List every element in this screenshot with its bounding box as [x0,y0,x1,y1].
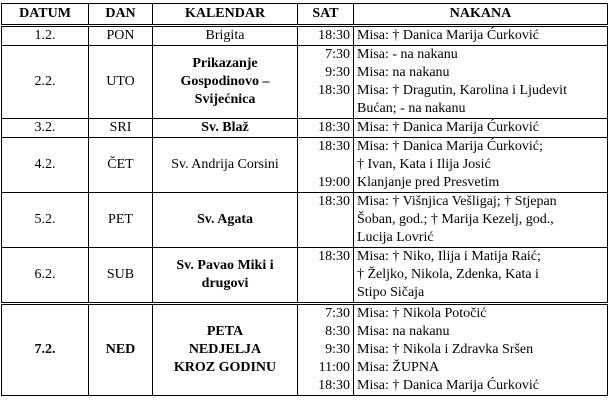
sat-line: 18:30 [318,83,350,98]
table-row [2,119,608,138]
cell-sat [298,46,354,119]
cell-kalendar [153,248,298,304]
sat-line: 7:30 [325,47,350,62]
header-row [2,4,608,26]
nakana-line: Lucija Lovrić [357,230,434,245]
nakana-line: Misa: † Niko, Ilija i Matija Raić; [357,249,541,264]
cell-datum: 7.2. [2,304,89,396]
nakana-line: Misa: † Višnjica Vešligaj; † Stjepan [357,194,557,209]
kalendar-line: NEDJELJA [188,342,262,357]
cell-datum: 5.2. [2,193,89,248]
cell-datum: 6.2. [2,248,89,304]
nakana-line: † Ivan, Kata i Ilija Josić [357,157,491,172]
kalendar-line: drugovi [201,276,249,291]
cell-datum: 2.2. [2,46,89,119]
cell-sat [298,26,354,46]
cell-sat [298,119,354,138]
cell-nakana [354,304,608,396]
header-dan: DAN [89,4,153,26]
nakana-line: Misa: na nakanu [357,324,450,339]
sat-line: 18:30 [318,28,350,43]
kalendar-line: KROZ GODINU [173,360,277,375]
mass-schedule-table [1,3,608,396]
cell-kalendar [153,119,298,138]
cell-nakana [354,193,608,248]
table-row [2,193,608,248]
sat-line: 9:30 [325,65,350,80]
cell-datum: 1.2. [2,26,89,46]
nakana-line: Stipo Sičaja [357,285,425,300]
table-row [2,138,608,193]
table-row [2,26,608,46]
sat-line: 18:30 [318,139,350,154]
kalendar-line: Svijećnica [194,92,256,107]
nakana-line: Bućan; - na nakanu [357,101,466,116]
header-kalendar: KALENDAR [153,4,298,26]
cell-dan: NED [89,304,153,396]
sat-line: 18:30 [318,249,350,264]
cell-nakana [354,119,608,138]
sat-line: 18:30 [318,378,350,393]
cell-nakana [354,248,608,304]
kalendar-line: Brigita [205,28,245,43]
nakana-line: Misa: † Dragutin, Karolina i Ljudevit [357,83,567,98]
kalendar-line: Sv. Andrija Corsini [171,157,279,172]
cell-dan: PON [89,26,153,46]
sat-spacer [301,156,350,174]
cell-nakana [354,26,608,46]
nakana-line: Misa: † Danica Marija Ćurković [357,378,539,393]
kalendar-line: Sv. Pavao Miki i [176,258,274,273]
sat-line: 19:00 [318,175,350,190]
sat-line: 8:30 [325,324,350,339]
nakana-line: Misa: † Danica Marija Ćurković; [357,139,543,154]
cell-nakana [354,138,608,193]
cell-dan: ČET [89,138,153,193]
table-row [2,248,608,304]
cell-kalendar [153,193,298,248]
nakana-line: Misa: - na nakanu [357,47,458,62]
table-row [2,46,608,119]
cell-sat [298,138,354,193]
nakana-line: Misa: † Nikola Potočić [357,306,487,321]
cell-dan: SRI [89,119,153,138]
nakana-line: Šoban, god.; † Marija Kezelj, god., [357,212,554,227]
sat-line: 18:30 [318,120,350,135]
header-sat: SAT [298,4,354,26]
sat-line: 7:30 [325,306,350,321]
sat-line: 18:30 [318,194,350,209]
nakana-line: Klanjanje pred Presvetim [357,175,500,190]
cell-sat [298,304,354,396]
nakana-line: Misa: † Danica Marija Ćurković [357,120,539,135]
sat-line: 9:30 [325,342,350,357]
cell-dan: PET [89,193,153,248]
cell-kalendar [153,46,298,119]
cell-dan: SUB [89,248,153,304]
cell-kalendar [153,26,298,46]
kalendar-line: Gospodinovo – [180,74,270,89]
nakana-line: Misa: † Nikola i Zdravka Sršen [357,342,534,357]
nakana-line: † Željko, Nikola, Zdenka, Kata i [357,267,539,282]
header-nakana: NAKANA [354,4,608,26]
sat-line: 11:00 [318,360,350,375]
cell-nakana [354,46,608,119]
nakana-line: Misa: ŽUPNA [357,360,440,375]
cell-datum: 3.2. [2,119,89,138]
cell-datum: 4.2. [2,138,89,193]
cell-sat [298,193,354,248]
kalendar-line: Sv. Agata [196,212,253,227]
cell-kalendar [153,304,298,396]
table-row [2,304,608,396]
cell-kalendar [153,138,298,193]
cell-dan: UTO [89,46,153,119]
kalendar-line: PETA [206,324,244,339]
nakana-line: Misa: † Danica Marija Ćurković [357,28,539,43]
header-datum: DATUM [2,4,89,26]
kalendar-line: Prikazanje [192,56,258,71]
cell-sat [298,248,354,304]
kalendar-line: Sv. Blaž [201,120,249,135]
nakana-line: Misa: na nakanu [357,65,450,80]
